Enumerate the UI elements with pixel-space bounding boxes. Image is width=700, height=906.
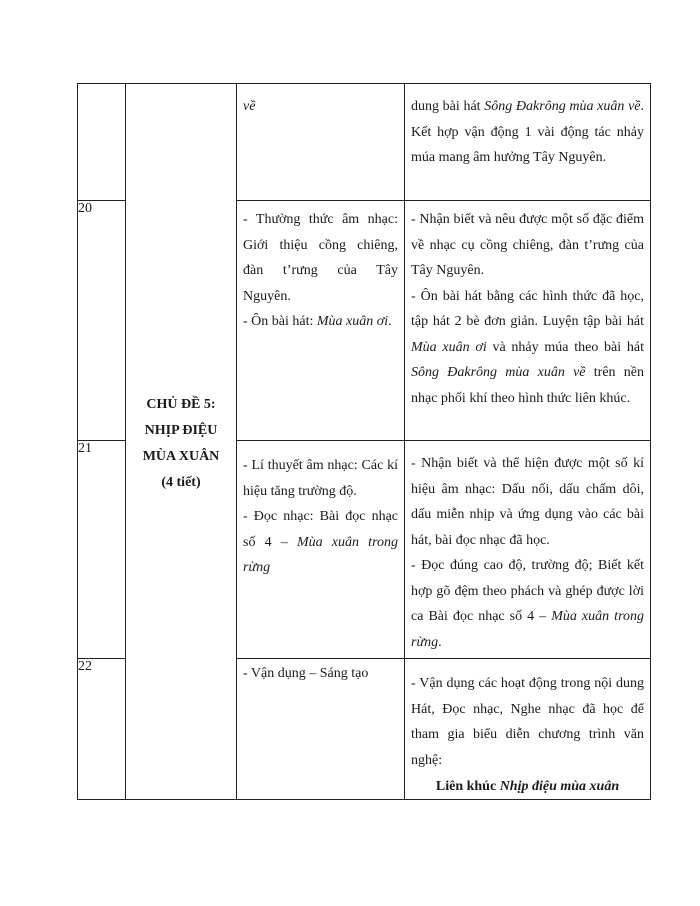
- requirement-cell: [405, 659, 651, 800]
- song-title: Mùa xuân trong rừng: [243, 534, 399, 575]
- topic-line-3: MÙA XUÂN: [142, 448, 220, 464]
- content-text: - Ôn bài hát:: [243, 314, 314, 329]
- song-title: Mùa xuân trong rừng: [411, 609, 645, 650]
- content-cell: [237, 441, 405, 659]
- topic-line-2: NHỊP ĐIỆU: [144, 422, 218, 438]
- requirement-text: - Nhận biết và nêu được một số đặc điểm về nhạc cụ cồng chiêng, đàn t’rưng của Tây Nguyên.: [411, 212, 644, 278]
- topic-line-1: CHỦ ĐỀ 5:: [146, 396, 216, 412]
- lesson-number: 21: [78, 441, 126, 659]
- requirement-text: .: [438, 634, 442, 650]
- requirement-cell: [405, 441, 651, 659]
- song-title: Sông Đakrông mùa xuân về: [484, 99, 641, 114]
- content-text: .: [388, 314, 392, 329]
- content-cell: [237, 201, 405, 441]
- content-text: - Vận dụng – Sáng tạo: [243, 666, 369, 681]
- requirement-text: trên nền nhạc phối khí theo hình thức liên khúc.: [411, 365, 644, 406]
- content-cell: [237, 659, 405, 800]
- content-cell: [237, 84, 405, 201]
- requirement-text: - Đọc đúng cao độ, trường độ; Biết kết hợp gõ đệm theo phách và ghép được lời ca Bài đọc nhạc số 4 –: [411, 558, 644, 624]
- content-text: về: [243, 99, 256, 114]
- lesson-number: 22: [78, 659, 126, 800]
- requirement-text: dung bài hát: [411, 99, 481, 114]
- medley-label: Liên khúc: [435, 779, 497, 794]
- song-title: Sông Đakrông mùa xuân về: [411, 365, 586, 380]
- content-text: - Thường thức âm nhạc: Giới thiệu cồng chiêng, đàn t’rưng của Tây Nguyên.: [243, 212, 398, 304]
- medley-name: Nhịp điệu mùa xuân: [499, 779, 620, 794]
- requirement-cell: [405, 84, 651, 201]
- requirement-text: - Vận dụng các hoạt động trong nội dung Hát, Đọc nhạc, Nghe nhạc đã học để tham gia biểu diễn chương trình văn nghệ:: [411, 676, 644, 768]
- content-text: - Đọc nhạc: Bài đọc nhạc số 4 –: [243, 509, 398, 550]
- content-text: - Lí thuyết âm nhạc: Các kí hiệu tăng trường độ.: [243, 458, 398, 499]
- song-title: Mùa xuân ơi: [411, 339, 487, 355]
- topic-line-4: (4 tiết): [161, 474, 201, 490]
- requirement-text: - Nhận biết và thể hiện được một số kí hiệu âm nhạc: Dấu nối, dấu chấm dôi, dấu miễn nhịp và ứng dụng vào các bài hát, bài đọc nhạc đã học.: [411, 456, 644, 548]
- topic-cell: [126, 84, 237, 800]
- table-row-continuation: [78, 84, 651, 201]
- requirement-text: và nhảy múa theo bài hát: [492, 339, 645, 355]
- song-title: Mùa xuân ơi: [316, 314, 389, 329]
- requirement-cell: [405, 201, 651, 441]
- lesson-number: 20: [78, 201, 126, 441]
- lesson-plan-table: [77, 83, 651, 800]
- requirement-text: . Kết hợp vận động 1 vài động tác nhảy múa mang âm hưởng Tây Nguyên.: [411, 99, 645, 165]
- requirement-text: - Ôn bài hát bằng các hình thức đã học, tập hát 2 bè đơn giản. Luyện tập bài hát: [411, 288, 644, 329]
- medley-title: [405, 773, 650, 799]
- lesson-number-cell: [78, 84, 126, 201]
